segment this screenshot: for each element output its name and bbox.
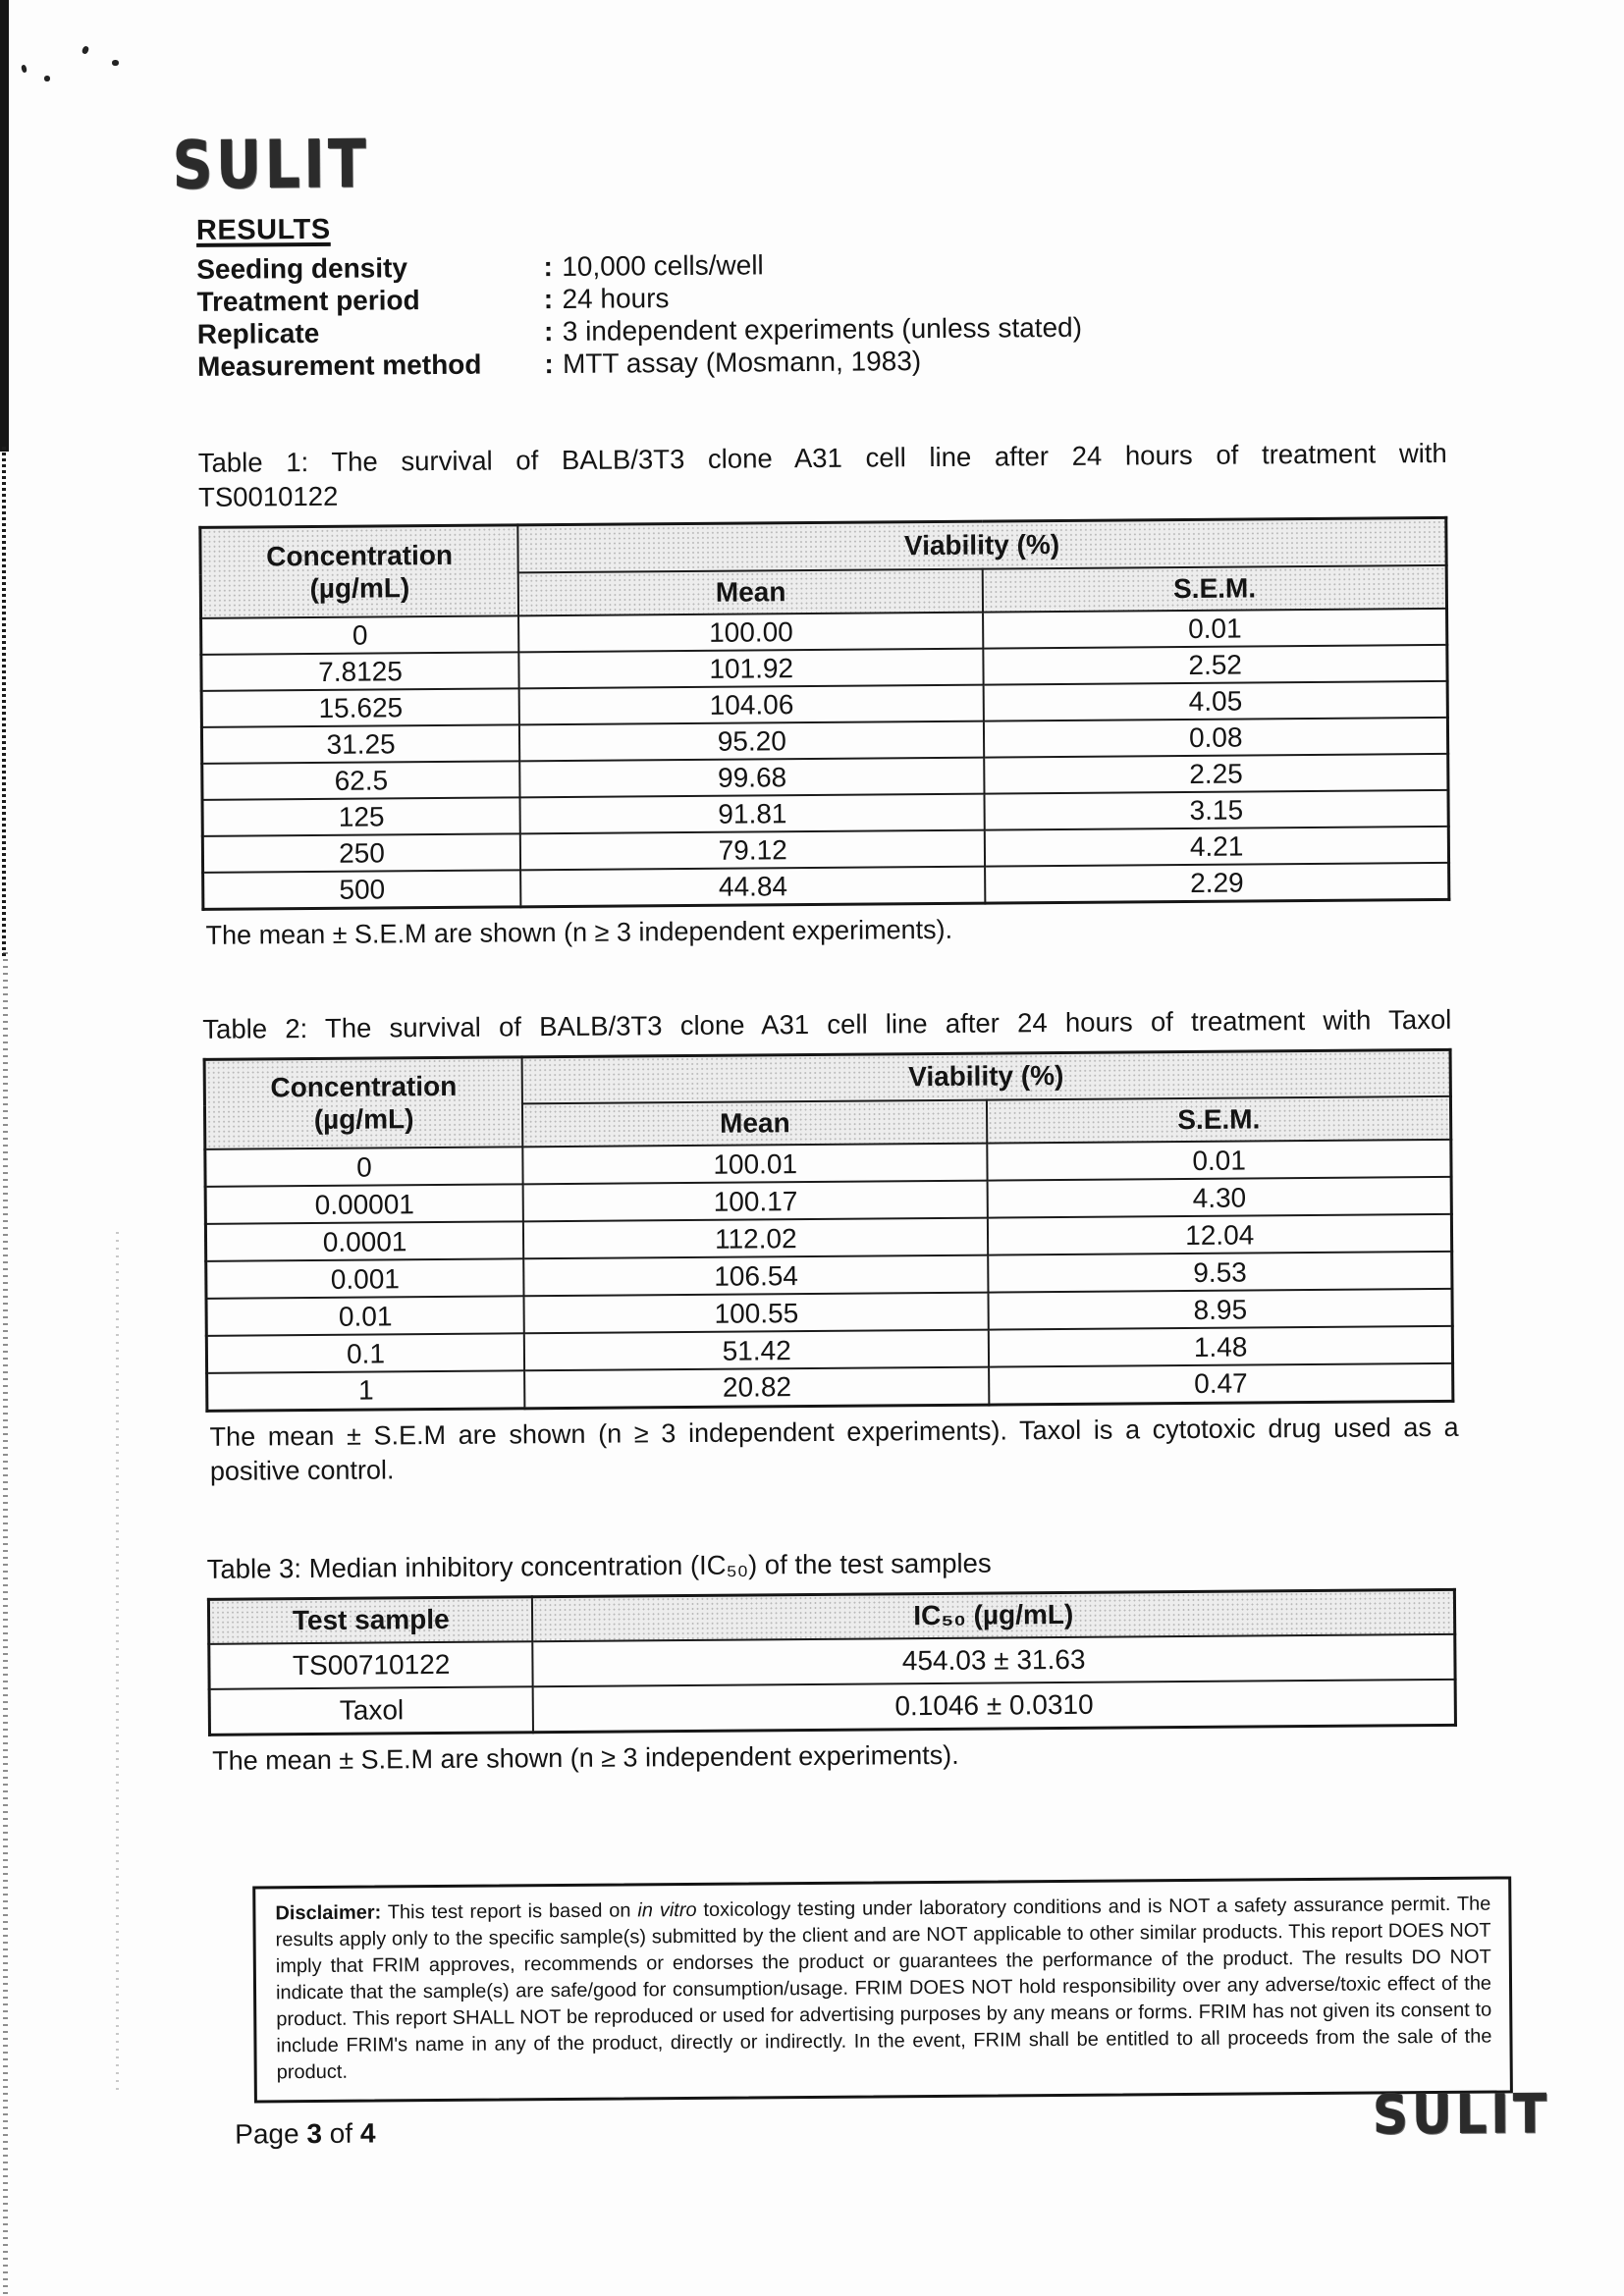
table-cell: 44.84 <box>520 866 986 906</box>
table-cell: Taxol <box>209 1686 533 1735</box>
table2-body <box>205 1140 1453 1411</box>
table-cell: 0.1 <box>206 1333 524 1373</box>
table-cell: 2.29 <box>985 862 1448 902</box>
table3-footnote: The mean ± S.E.M are shown (n ≥ 3 independent experiments). <box>212 1739 959 1776</box>
table-cell: 500 <box>203 870 521 909</box>
table-cell: 31.25 <box>201 724 519 764</box>
table-cell: 100.17 <box>523 1181 989 1222</box>
footer-word-page: Page <box>235 2118 299 2150</box>
table-cell: 12.04 <box>988 1214 1451 1255</box>
table-cell: 112.02 <box>523 1218 989 1259</box>
table-cell: 125 <box>202 797 520 836</box>
field-colon: : <box>543 316 554 347</box>
results-heading: RESULTS <box>195 213 331 246</box>
table-cell: 100.00 <box>518 612 984 652</box>
mean-header: Mean <box>518 568 984 615</box>
table1-survival-ts0010122 <box>198 516 1450 910</box>
table-cell: 0.01 <box>988 1140 1451 1181</box>
disclaimer-body-start: This test report is based on <box>387 1899 631 1924</box>
table-cell: 106.54 <box>523 1255 989 1297</box>
test-sample-header: Test sample <box>208 1596 532 1644</box>
disclaimer-italic-term: in vitro <box>637 1898 697 1922</box>
table-cell: 20.82 <box>524 1367 990 1409</box>
viability-header: Viability (%) <box>522 1049 1451 1103</box>
sem-header: S.E.M. <box>987 1096 1450 1144</box>
table-row <box>209 1680 1455 1735</box>
table1-footnote: The mean ± S.E.M are shown (n ≥ 3 independent experiments). <box>205 914 953 950</box>
table-cell: 0.01 <box>983 608 1446 648</box>
table-cell: TS00710122 <box>209 1641 533 1689</box>
table1-caption-line1: Table 1: The survival of BALB/3T3 clone A31 cell line after 24 hours of treatment with <box>197 437 1447 478</box>
table3-body <box>209 1634 1456 1735</box>
table-cell: 104.06 <box>519 684 985 724</box>
table2-header <box>204 1049 1451 1149</box>
disclaimer-label: Disclaimer: <box>275 1901 382 1925</box>
field-label: Replicate <box>196 317 320 349</box>
concentration-header-line2: (µg/mL) <box>309 571 410 604</box>
table-cell: 4.05 <box>984 680 1447 721</box>
table-cell: 454.03 ± 31.63 <box>533 1634 1455 1686</box>
field-label: Seeding density <box>196 252 408 285</box>
concentration-header <box>204 1056 522 1149</box>
table-cell: 0.0001 <box>205 1221 523 1261</box>
field-colon: : <box>543 284 554 315</box>
table-cell: 0.00001 <box>205 1184 523 1224</box>
table-cell: 1 <box>207 1370 525 1411</box>
table-cell: 95.20 <box>519 721 985 761</box>
field-value: 24 hours <box>562 283 670 314</box>
table1-header <box>200 517 1447 617</box>
concentration-header-line1: Concentration <box>266 539 454 572</box>
table-cell: 8.95 <box>989 1289 1452 1330</box>
table-cell: 15.625 <box>201 688 519 727</box>
table-cell: 0 <box>205 1147 523 1187</box>
results-fields <box>196 243 1443 383</box>
concentration-header <box>200 525 518 618</box>
table-cell: 62.5 <box>202 761 520 800</box>
table-cell: 99.68 <box>519 757 985 797</box>
table1-body <box>201 608 1449 908</box>
table-cell: 250 <box>202 833 520 873</box>
table-cell: 3.15 <box>985 789 1448 829</box>
footer-total-pages: 4 <box>359 2117 376 2149</box>
field-value: MTT assay (Mosmann, 1983) <box>562 346 922 379</box>
sulit-stamp-bottom: SULIT <box>1372 2082 1551 2147</box>
table-cell: 79.12 <box>520 829 986 870</box>
table-cell: 100.01 <box>522 1144 988 1185</box>
sulit-stamp-top: SULIT <box>172 126 370 205</box>
mean-header: Mean <box>522 1100 988 1148</box>
table-cell: 9.53 <box>989 1252 1452 1293</box>
table-cell: 91.81 <box>520 793 986 833</box>
field-colon: : <box>543 251 554 283</box>
footer-page-number: 3 <box>306 2117 323 2150</box>
ic50-header: IC₅₀ (µg/mL) <box>532 1589 1454 1641</box>
table-cell: 1.48 <box>989 1326 1452 1367</box>
table-cell: 0.1046 ± 0.0310 <box>533 1680 1455 1733</box>
field-colon: : <box>544 348 554 380</box>
concentration-header-line1: Concentration <box>270 1071 458 1103</box>
table-cell: 0.01 <box>206 1296 524 1336</box>
table-cell: 101.92 <box>518 648 984 688</box>
disclaimer-body-rest: toxicology testing under laboratory conditions and is NOT a safety assurance permit. The results apply only to the specific sample(s) submitted by the client and are NOT applicable to other similar products. This report DOES NOT imply that FRIM approves, recommends or endorses the product or guarantees the performance of the product. The results DO NOT indicate that the sample(s) are safe/good for consumption/usage. FRIM DOES NOT hold responsibility over any adverse/toxic effect of the product. This report SHALL NOT be reproduced or used for advertising purposes by any means or forms. FRIM has not given its consent to include FRIM's name in any of the product, directly or indirectly. In the event, FRIM shall be entitled to all proceeds from the sale of the product. <box>275 1893 1492 2084</box>
field-label: Treatment period <box>196 285 420 317</box>
field-value: 10,000 cells/well <box>562 249 764 282</box>
viability-header: Viability (%) <box>517 517 1446 571</box>
table1-caption-line2: TS0010122 <box>197 480 339 512</box>
table-cell: 0.47 <box>989 1363 1452 1405</box>
table-cell: 0 <box>201 615 519 655</box>
table-cell: 7.8125 <box>201 652 519 691</box>
table-cell: 2.25 <box>985 753 1448 793</box>
table2-survival-taxol <box>203 1047 1455 1412</box>
table2-footnote: The mean ± S.E.M are shown (n ≥ 3 independent experiments). Taxol is a cytotoxic drug used as a positive control. <box>209 1412 1459 1486</box>
disclaimer-box <box>252 1876 1513 2103</box>
table-cell: 100.55 <box>524 1293 990 1334</box>
table-cell: 0.08 <box>984 717 1447 757</box>
table-cell: 0.001 <box>206 1258 524 1299</box>
table2-caption: Table 2: The survival of BALB/3T3 clone A31 cell line after 24 hours of treatment with Taxol <box>202 1003 1452 1044</box>
footer-word-of: of <box>329 2117 353 2149</box>
field-label: Measurement method <box>196 348 482 382</box>
page-footer <box>235 2109 1457 2151</box>
disclaimer-text <box>275 1892 1491 2087</box>
table3-caption: Table 3: Median inhibitory concentration (IC₅₀) of the test samples <box>206 1547 992 1584</box>
field-value: 3 independent experiments (unless stated) <box>562 311 1083 347</box>
table3-ic50 <box>207 1587 1457 1735</box>
table-cell: 4.21 <box>985 826 1448 866</box>
table-cell: 2.52 <box>984 644 1447 684</box>
concentration-header-line2: (µg/mL) <box>313 1103 414 1136</box>
table-cell: 51.42 <box>524 1330 990 1371</box>
table-cell: 4.30 <box>988 1177 1451 1218</box>
sem-header: S.E.M. <box>983 564 1446 612</box>
